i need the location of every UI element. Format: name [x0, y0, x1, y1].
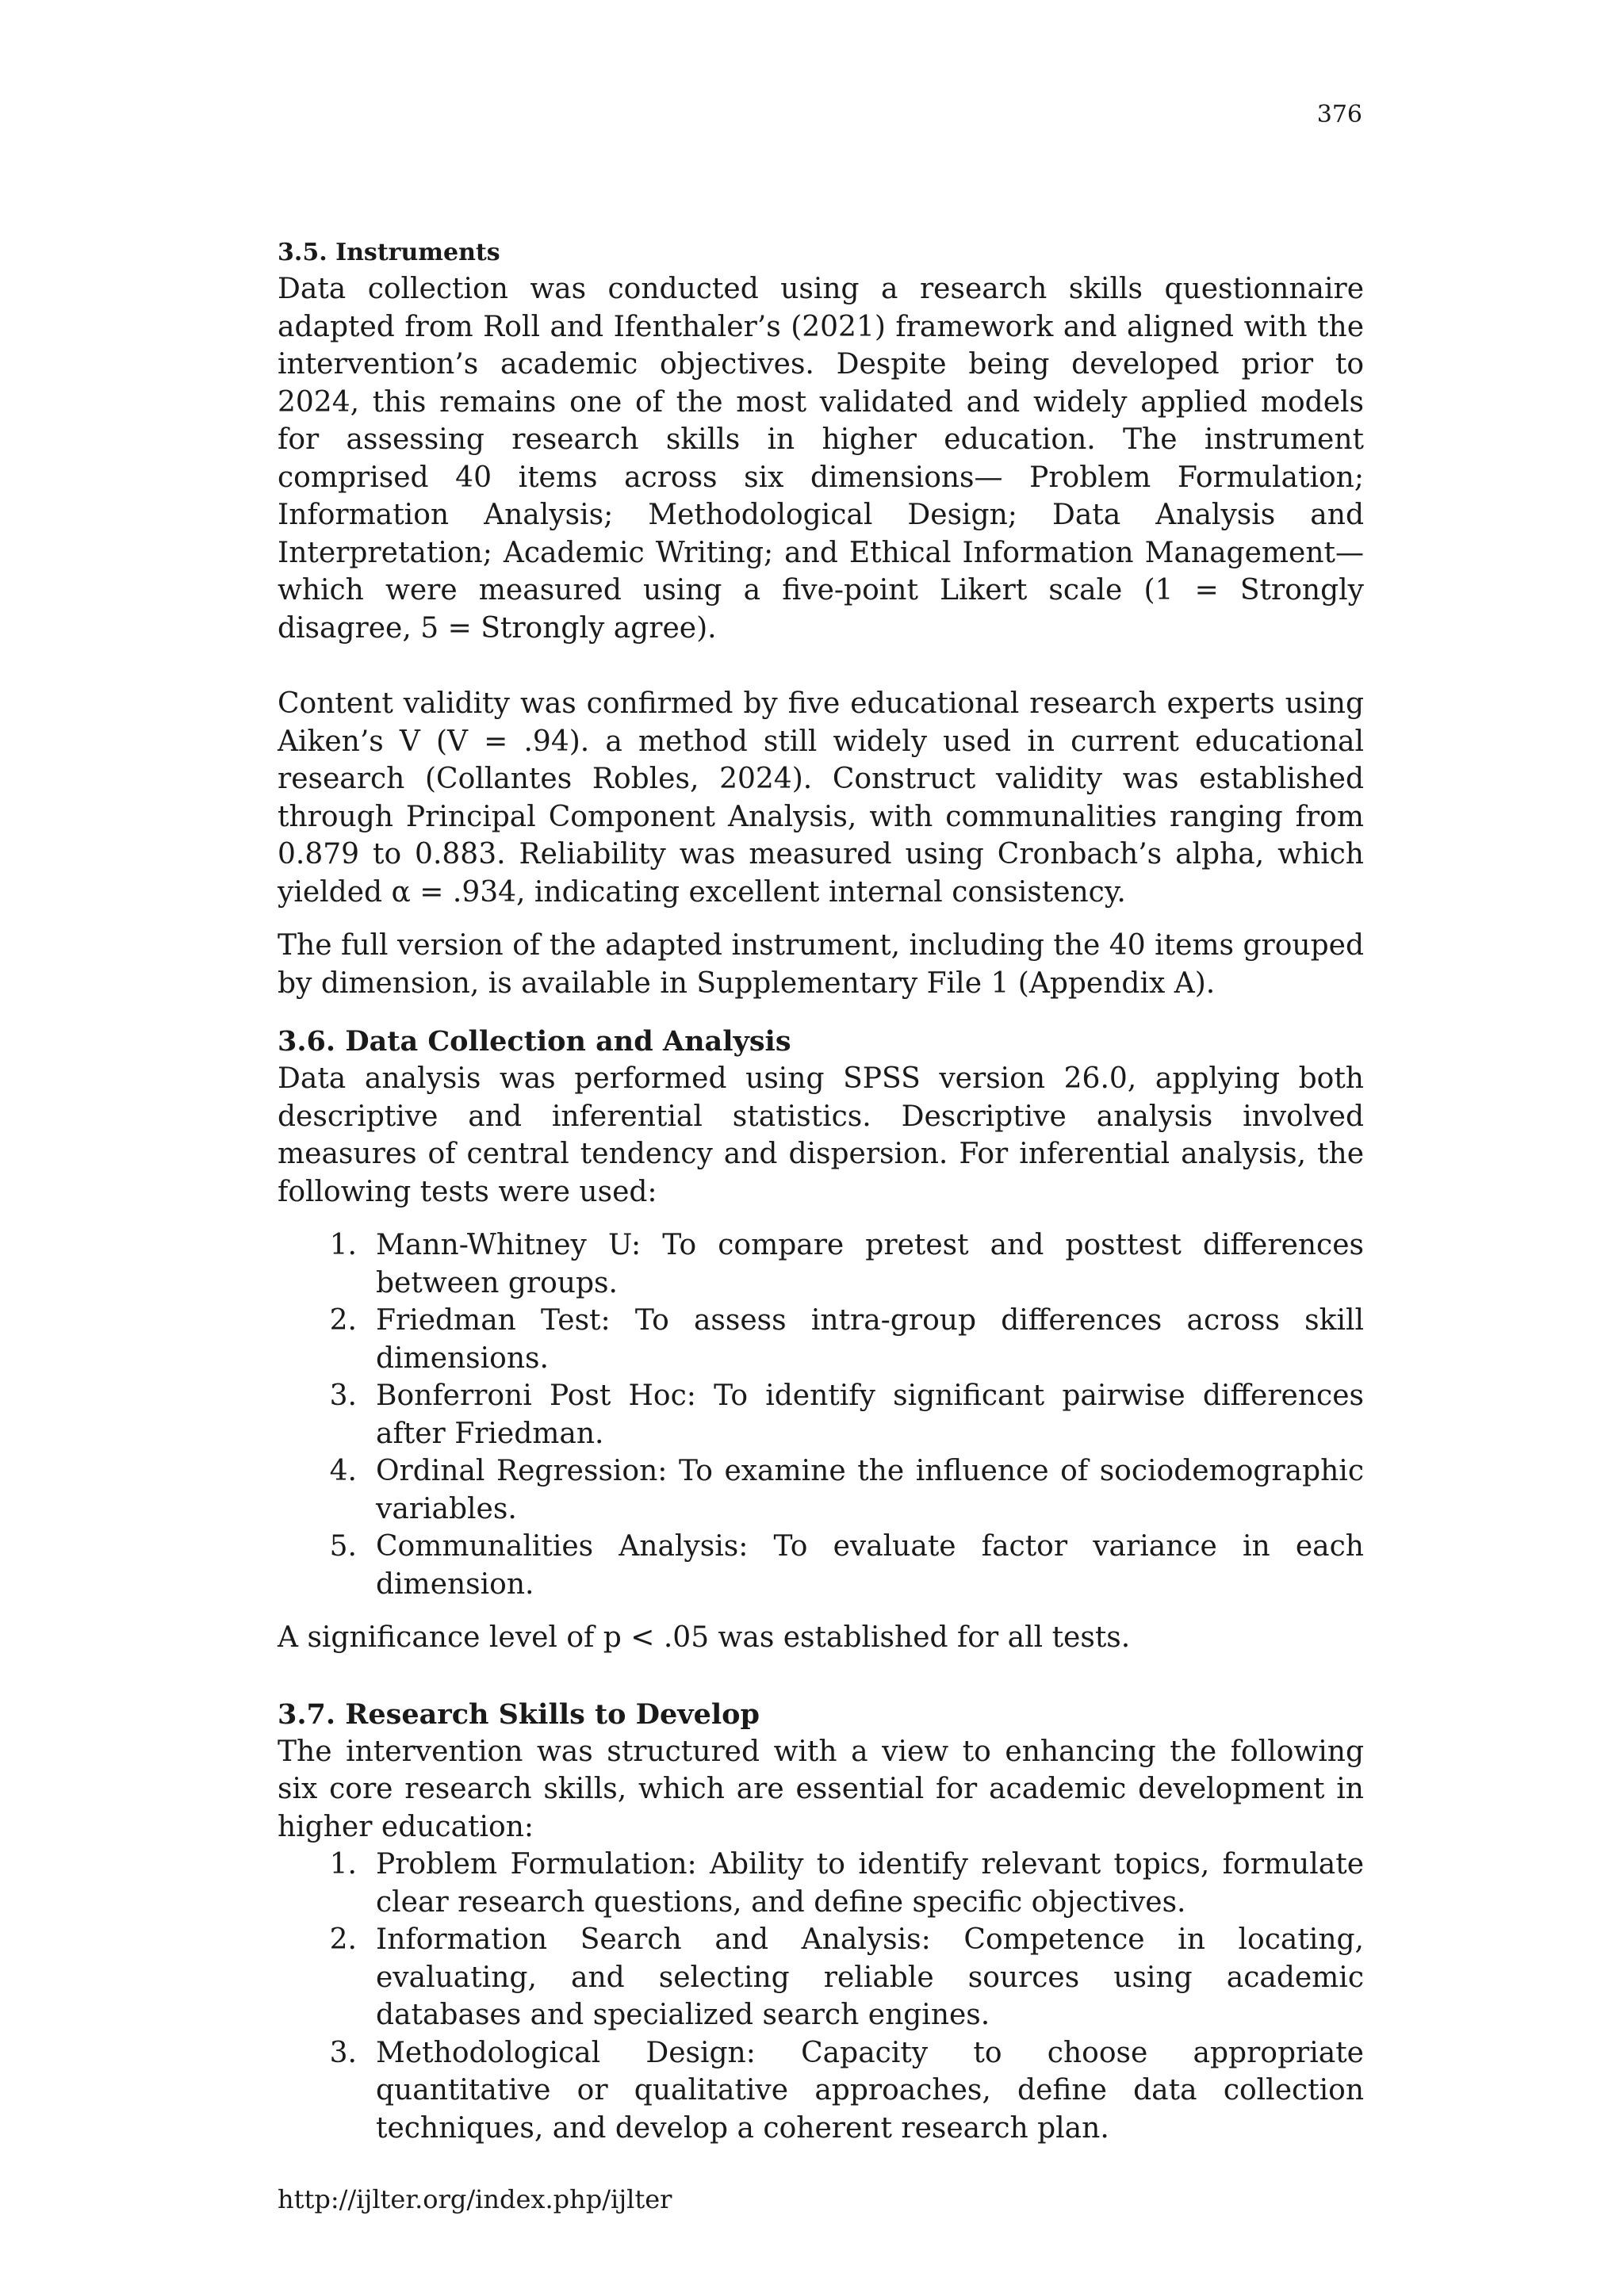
paragraph: Content validity was confirmed by five educational research experts using Aiken’s V (V = .94). a method still widely used in current educational research (Collantes Robles, 2024). Construct validity was established through Principal Component Analysis, with communalities ranging from 0.879 to 0.883. Reliability was measured using Cronbach’s alpha, which yielded α = .934, indicating excellent internal consistency. — [278, 687, 1364, 909]
list-item — [278, 1528, 1364, 1603]
list-text: Information Search and Analysis: Competence in locating, evaluating, and selecting reliable sources using academic databases and specialized search engines. — [376, 1923, 1364, 2031]
list-text: Communalities Analysis: To evaluate factor variance in each dimension. — [376, 1530, 1364, 1601]
list-number: 2. — [329, 1923, 357, 1956]
list-item — [278, 1846, 1364, 1921]
list-item — [278, 1226, 1364, 1302]
page-number: 376 — [1316, 101, 1362, 128]
paragraph: Data analysis was performed using SPSS version 26.0, applying both descriptive and inferential statistics. Descriptive analysis involved measures of central tendency and dispersion. For inferential analysis, the following tests were used: — [278, 1062, 1364, 1208]
list-item — [278, 1452, 1364, 1528]
section-heading-instruments: 3.5. Instruments — [278, 239, 500, 266]
list-item — [278, 1377, 1364, 1452]
list-text: Friedman Test: To assess intra-group differences across skill dimensions. — [376, 1304, 1364, 1375]
list-text: Bonferroni Post Hoc: To identify significant pairwise differences after Friedman. — [376, 1380, 1364, 1450]
section-heading-data-collection: 3.6. Data Collection and Analysis — [278, 1025, 791, 1058]
analysis-tests-list — [278, 1226, 1364, 1603]
page-body — [278, 235, 1364, 2147]
list-text: Mann-Whitney U: To compare pretest and posttest differences between groups. — [376, 1229, 1364, 1299]
list-number: 1. — [329, 1848, 357, 1881]
list-text: Ordinal Regression: To examine the influence of sociodemographic variables. — [376, 1455, 1364, 1525]
paragraph: A significance level of p < .05 was established for all tests. — [278, 1621, 1131, 1654]
list-item — [278, 2034, 1364, 2148]
list-number: 4. — [329, 1455, 357, 1487]
paragraph: The full version of the adapted instrument, including the 40 items grouped by dimension, is available in Supplementary File 1 (Appendix A). — [278, 929, 1364, 1000]
list-text: Problem Formulation: Ability to identify relevant topics, formulate clear research questions, and define specific objectives. — [376, 1848, 1364, 1919]
list-number: 3. — [329, 1380, 357, 1412]
list-item — [278, 1921, 1364, 2034]
list-number: 3. — [329, 2036, 357, 2069]
section-heading-research-skills: 3.7. Research Skills to Develop — [278, 1697, 760, 1731]
footer-url: http://ijlter.org/index.php/ijlter — [278, 2184, 672, 2214]
paragraph: The intervention was structured with a view to enhancing the following six core research skills, which are essential for academic development in higher education: — [278, 1735, 1364, 1843]
research-skills-list — [278, 1846, 1364, 2147]
list-number: 5. — [329, 1530, 357, 1563]
list-text: Methodological Design: Capacity to choose appropriate quantitative or qualitative approaches, define data collection techniques, and develop a coherent research plan. — [376, 2036, 1364, 2145]
list-number: 1. — [329, 1229, 357, 1261]
list-item — [278, 1302, 1364, 1377]
list-number: 2. — [329, 1304, 357, 1337]
paragraph: Data collection was conducted using a research skills questionnaire adapted from Roll and Ifenthaler’s (2021) framework and aligned with the intervention’s academic objectives. Despite being developed prior to 2024, this remains one of the most validated and widely applied models for assessing research skills in higher education. The instrument comprised 40 items across six dimensions— Problem Formulation; Information Analysis; Methodological Design; Data Analysis and Interpretation; Academic Writing; and Ethical Information Management— which were measured using a five-point Likert scale (1 = Strongly disagree, 5 = Strongly agree). — [278, 273, 1364, 645]
